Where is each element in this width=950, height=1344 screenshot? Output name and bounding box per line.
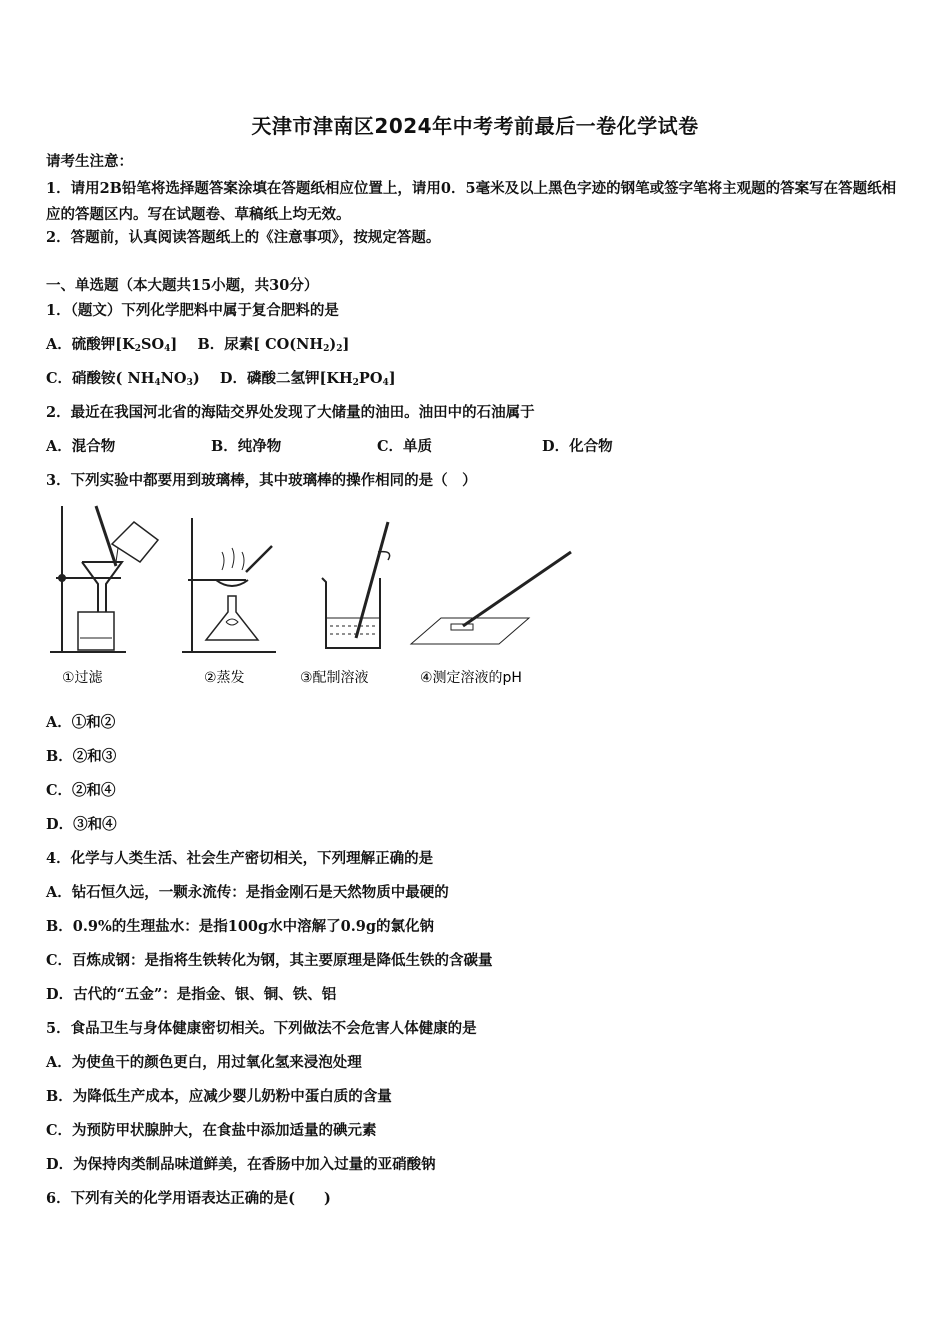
q5-stem: 5．食品卫生与身体健康密切相关。下列做法不会危害人体健康的是 <box>46 1020 477 1037</box>
section-heading: 一、单选题（本大题共15小题，共30分） <box>46 277 319 294</box>
q4-option-c: C．百炼成钢：是指将生铁转化为钢，其主要原理是降低生铁的含碳量 <box>46 952 493 969</box>
q4-option-d: D．古代的“五金”：是指金、银、铜、铁、铝 <box>46 986 337 1003</box>
q2-option-c: C．单质 <box>377 438 433 455</box>
page-title: 天津市津南区2024年中考考前最后一卷化学试卷 <box>251 114 699 138</box>
notice-heading: 请考生注意： <box>46 153 133 170</box>
ph-test-paper-icon <box>411 552 571 644</box>
notice-item-1: 1．请用2B铅笔将选择题答案涂填在答题纸相应位置上，请用0．5毫米及以上黑色字迹的钢笔或签字笔将主观题的答案写在答题纸相应的答题区内。写在试题卷、草稿纸上均无效。 <box>46 180 897 223</box>
q6-stem: 6．下列有关的化学用语表达正确的是( ) <box>46 1190 331 1207</box>
evaporation-apparatus-icon <box>182 518 276 652</box>
q3-option-b: B．②和③ <box>46 748 117 765</box>
caption-dissolving: ③配制溶液 <box>300 670 369 686</box>
caption-evaporation: ②蒸发 <box>204 670 245 686</box>
q5-option-d: D．为保持肉类制品味道鲜美，在香肠中加入过量的亚硝酸钠 <box>46 1156 436 1173</box>
q3-apparatus-figure <box>46 500 586 700</box>
q2-option-a: A．混合物 <box>46 438 116 455</box>
q5-option-a: A．为使鱼干的颜色更白，用过氧化氢来浸泡处理 <box>46 1054 362 1071</box>
q4-option-b: B．0.9%的生理盐水：是指100g水中溶解了0.9g的氯化钠 <box>46 918 435 935</box>
q1-option-b: B．尿素[ $CO(NH_2)_2$] <box>197 336 350 354</box>
q5-option-c: C．为预防甲状腺肿大，在食盐中添加适量的碘元素 <box>46 1122 377 1139</box>
q3-option-c: C．②和④ <box>46 782 116 799</box>
q1-stem: 1．（题文）下列化学肥料中属于复合肥料的是 <box>46 302 339 319</box>
q3-stem: 3．下列实验中都要用到玻璃棒，其中玻璃棒的操作相同的是（ ） <box>46 472 477 489</box>
caption-ph-test: ④测定溶液的pH <box>420 670 522 686</box>
q3-option-a: A．①和② <box>46 714 116 731</box>
q1-option-d: D．磷酸二氢钾$[KH_2PO_4]$ <box>219 370 396 388</box>
q2-option-b: B．纯净物 <box>211 438 282 455</box>
q1-option-a: A．硫酸钾$[K_2SO_4]$ <box>46 336 178 354</box>
q2-stem: 2．最近在我国河北省的海陆交界处发现了大储量的油田。油田中的石油属于 <box>46 404 535 421</box>
dissolving-beaker-icon <box>322 522 390 648</box>
notice-item-2: 2．答题前，认真阅读答题纸上的《注意事项》，按规定答题。 <box>46 229 441 246</box>
q4-option-a: A．钻石恒久远，一颗永流传：是指金刚石是天然物质中最硬的 <box>46 884 449 901</box>
q1-option-c: C．硝酸铵( $NH_4NO_3$) <box>46 370 200 388</box>
filtration-apparatus-icon <box>50 506 158 652</box>
q2-option-d: D．化合物 <box>542 438 613 455</box>
q1-options-row-2 <box>46 369 396 389</box>
q3-figure-captions <box>62 669 522 686</box>
q4-stem: 4．化学与人类生活、社会生产密切相关，下列理解正确的是 <box>46 850 434 867</box>
q5-option-b: B．为降低生产成本，应减少婴儿奶粉中蛋白质的含量 <box>46 1088 392 1105</box>
caption-filtration: ①过滤 <box>62 670 103 686</box>
q3-option-d: D．③和④ <box>46 816 117 833</box>
q1-options-row-1 <box>46 335 349 355</box>
